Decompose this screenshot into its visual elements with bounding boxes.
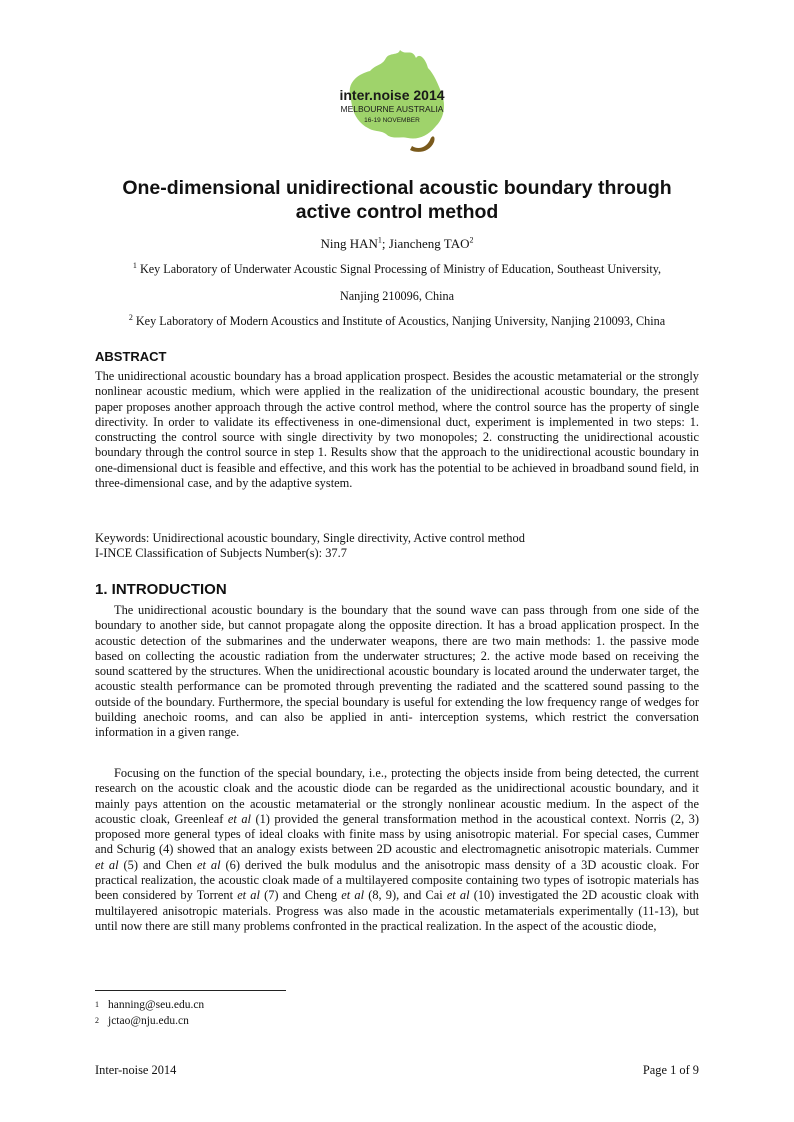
paper-title [60, 176, 734, 224]
logo-dates: 16-19 NOVEMBER [364, 117, 420, 124]
paragraph-text: Focusing on the function of the special boundary, i.e., protecting the objects inside from being detected, the current research on the acoustic cloak and the acoustic diode can be regarded as the unidirectional acoustic boundary, and it mainly pays attention on the acoustic metamaterial or the strongly nonlinear acoustic medium. In the aspect of the acoustic cloak, Greenleaf [95, 766, 699, 826]
title-line-2: active control method [295, 201, 499, 223]
paragraph-text: (5) and Chen [118, 857, 197, 872]
page-number: Page 1 of 9 [642, 1063, 699, 1077]
affiliation-text: Key Laboratory of Modern Acoustics and Institute of Acoustics, Nanjing University, Nanjing 210093, China [132, 314, 666, 328]
affiliation-mark: 2 [128, 312, 133, 322]
conference-logo [328, 44, 456, 160]
paragraph-text: (1) provided the general transformation method in the acoustical context. Norris (2, 3) proposed more general types of ideal cloaks with finite mass by using anisotropic material. For special cases, Cummer and Schurig (4) showed that an analogy exists between 2D acoustic and electromagnetic anisotropic materials. Cummer [95, 811, 699, 857]
footnote-divider [95, 990, 286, 991]
introduction-paragraph-2 [95, 766, 699, 934]
footnote-2 [95, 1014, 189, 1028]
author-separator: ; [381, 236, 389, 251]
abstract-body: The unidirectional acoustic boundary has a broad application prospect. Besides the acoustic metamaterial or the strongly nonlinear acoustic medium, which were applied in the realization of the unidirectional acoustic boundary, the present paper proposes another approach through the active control method, where the control source has the property of single directivity. In order to validate its effectiveness in one-dimensional duct, experiment is implemented in two steps: 1. constructing the control source with single directivity by two monopoles; 2. constructing the unidirectional acoustic boundary through the control source in step 1. Results show that the approach to the unidirectional acoustic boundary in one-dimensional duct is feasible and effective, and this work has the potential to be achieved in broadband sound field, in three-dimensional case, and by the adaptive system. [95, 369, 699, 491]
boomerang-icon [410, 136, 435, 152]
footnote-mark: 2 [95, 1016, 99, 1025]
logo-title: inter.noise 2014 [339, 87, 445, 103]
et-al: et al [237, 888, 260, 903]
affiliation-text: Key Laboratory of Underwater Acoustic Signal Processing of Ministry of Education, Southeast University, [136, 262, 662, 276]
affiliation-2 [40, 314, 754, 329]
footnote-mark: 1 [95, 1000, 99, 1009]
title-line-1: One-dimensional unidirectional acoustic boundary through [122, 177, 672, 199]
classification-number: I-INCE Classification of Subjects Number(s): 37.7 [95, 546, 347, 560]
affiliation-1 [40, 262, 754, 277]
abstract-heading: ABSTRACT [95, 349, 167, 364]
et-al: et al [227, 811, 251, 826]
introduction-heading: 1. INTRODUCTION [95, 581, 227, 598]
footnote-email[interactable]: jctao@nju.edu.cn [108, 1015, 189, 1027]
et-al: et al [341, 888, 365, 903]
introduction-paragraph-1: The unidirectional acoustic boundary is the boundary that the sound wave can pass through from one side of the boundary to another side, but cannot propagate along the opposite direction. It has a broad application prospect. In the acoustic detection of the submarines and the underwater weapons, there are two main methods: 1. the passive mode based on collecting the acoustic radiation from the underwater structures; 2. the active mode based on receiving the sound scattered by the structures. When the unidirectional acoustic boundary is located around the underwater target, the acoustic stealth performance can be promoted through preventing the radiated and the scattered sound passing to the outside of the boundary. Furthermore, the special boundary is useful for extending the low frequency range of wedges for building anechoic rooms, and can also be applied in anti- interception systems, which restrict the conversation information in a given range. [95, 603, 699, 740]
author-name: Jiancheng TAO [388, 236, 470, 251]
et-al: et al [95, 857, 119, 872]
affiliation-1-city: Nanjing 210096, China [339, 289, 455, 303]
author-affiliation-mark: 2 [469, 235, 474, 245]
paragraph-text: (10) investigated the 2D acoustic cloak with multilayered anisotropic materials. Progress was also made in the acoustic metamaterials experimentally (11-13), but until now there are still many problems confronted in the practical realization. In the aspect of the acoustic diode, [95, 888, 699, 933]
footnote-1 [95, 998, 204, 1012]
paragraph-text: (7) and Cheng [259, 888, 342, 903]
et-al: et al [446, 888, 470, 903]
logo-location: MELBOURNE AUSTRALIA [340, 104, 444, 114]
author-affiliation-mark: 1 [377, 235, 382, 245]
author-name: Ning HAN [320, 236, 378, 251]
footnote-email[interactable]: hanning@seu.edu.cn [108, 999, 205, 1011]
footer-conference: Inter-noise 2014 [95, 1063, 177, 1077]
paragraph-text: (8, 9), and Cai [364, 888, 447, 903]
keywords: Keywords: Unidirectional acoustic boundary, Single directivity, Active control method [95, 531, 525, 545]
affiliation-mark: 1 [132, 260, 137, 270]
author-list [60, 236, 734, 252]
et-al: et al [196, 857, 221, 872]
paragraph-text: (6) derived the bulk modulus and the anisotropic mass density of a 3D acoustic cloak. For practical realization, the acoustic cloak made of a multilayered composite containing two types of isotropic materials has been considered by Torrent [95, 857, 699, 903]
